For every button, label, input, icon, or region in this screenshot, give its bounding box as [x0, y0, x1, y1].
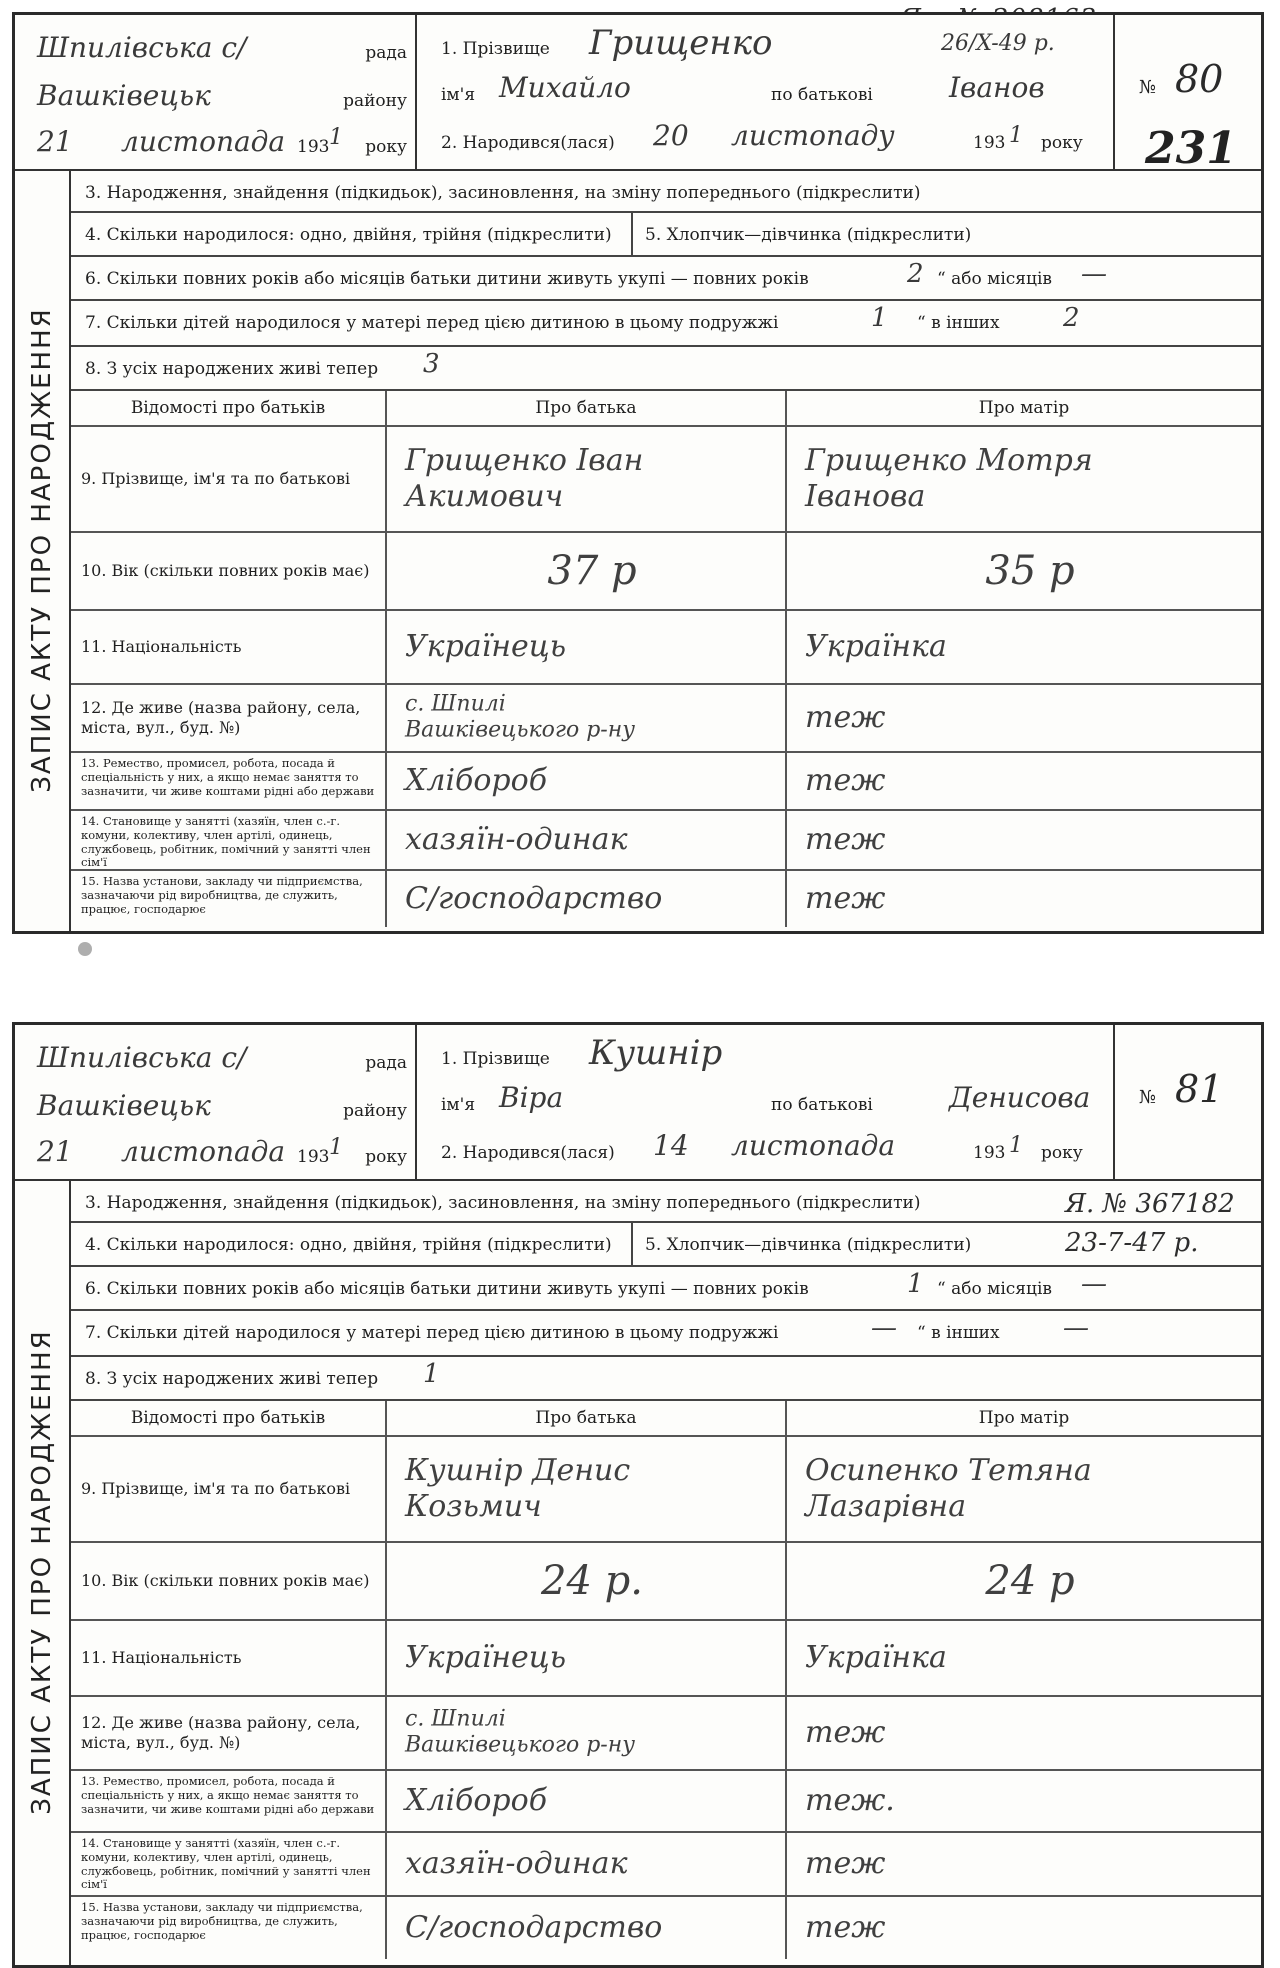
number-label: №	[1139, 1087, 1157, 1108]
father-occupation: Хлібороб	[405, 1783, 548, 1818]
row-4-label: 4. Скільки народилося: одно, двійня, трійня (підкреслити)	[85, 1235, 612, 1255]
row-6-years-handwriting: 2	[907, 259, 924, 289]
patronymic-handwriting: Денисова	[949, 1081, 1091, 1114]
row-12-residence	[71, 685, 1261, 753]
father-workplace: С/господарство	[405, 1910, 663, 1945]
born-year-prefix: 193	[973, 133, 1006, 153]
record-number-block	[1113, 1025, 1263, 1179]
row-13-occupation	[71, 1771, 1261, 1833]
row-7-previous-children	[71, 301, 1261, 347]
mother-workplace: теж	[805, 881, 886, 916]
father-nationality: Українець	[405, 629, 567, 664]
side-title-text: ЗАПИС АКТУ ПРО НАРОДЖЕННЯ	[27, 307, 57, 793]
father-residence: с. Шпилі Вашківецького р-ну	[405, 1706, 635, 1758]
row-7-other-handwriting: 2	[1063, 303, 1080, 333]
surname-label: 1. Прізвище	[441, 1049, 550, 1069]
form-header	[15, 15, 1261, 171]
year-handwriting: 1	[329, 125, 343, 150]
raion-line	[37, 77, 407, 117]
born-roku-label: року	[1041, 133, 1083, 153]
row-9-fio	[71, 1437, 1261, 1543]
th-mother: Про матір	[978, 1408, 1070, 1428]
year-prefix: 193	[297, 137, 330, 157]
surname-line	[441, 1033, 1101, 1075]
patronymic-label: по батькові	[771, 1095, 873, 1115]
row-6-months-handwriting: —	[1081, 259, 1107, 289]
row-7-other-label: “ в інших	[917, 313, 1000, 333]
parents-table	[71, 391, 1261, 931]
born-line	[441, 1129, 1101, 1171]
date-month-handwriting: листопада	[121, 1135, 286, 1168]
rada-handwriting: Шпилівська с/	[37, 1041, 247, 1074]
corner-handwriting: Я. № 367182 23-7-47 р.	[1065, 1189, 1235, 1258]
row-9-fio	[71, 427, 1261, 533]
year-prefix: 193	[297, 1147, 330, 1167]
born-month-handwriting: листопаду	[731, 119, 895, 152]
row-8-living-now	[71, 347, 1261, 391]
row-3-event-type	[71, 1181, 1261, 1223]
row-6-label: 6. Скільки повних років або місяців батьки дитини живуть укупі — повних років	[85, 1279, 809, 1299]
row-14-position	[71, 811, 1261, 871]
row-8-label: 8. З усіх народжених живі тепер	[85, 1369, 379, 1389]
th-father: Про батька	[535, 1408, 637, 1428]
date-line	[37, 1133, 407, 1173]
row-9-label: 9. Прізвище, ім'я та по батькові	[81, 469, 351, 488]
form-header	[15, 1025, 1261, 1181]
date-day-handwriting: 21	[37, 125, 73, 158]
mother-fio: Грищенко Мотря Іванова	[805, 443, 1093, 514]
th-parents: Відомості про батьків	[130, 398, 326, 418]
row-6-months-handwriting: —	[1081, 1269, 1107, 1299]
row-15-workplace	[71, 871, 1261, 927]
father-age: 37 р	[547, 548, 637, 594]
raion-label: району	[343, 91, 407, 111]
row-5-label: 5. Хлопчик—дівчинка (підкреслити)	[645, 1235, 972, 1255]
row-8-living-now	[71, 1357, 1261, 1401]
row-6-months-label: “ або місяців	[937, 269, 1052, 289]
mother-occupation: теж	[805, 763, 886, 798]
born-year-prefix: 193	[973, 1143, 1006, 1163]
born-year-handwriting: 1	[1009, 123, 1023, 148]
birth-record-form-1	[12, 12, 1264, 934]
name-handwriting: Віра	[499, 1081, 564, 1114]
row-4-label: 4. Скільки народилося: одно, двійня, трійня (підкреслити)	[85, 225, 612, 245]
father-residence: с. Шпилі Вашківецького р-ну	[405, 691, 635, 743]
mother-residence: теж	[805, 700, 886, 735]
row-7-label: 7. Скільки дітей народилося у матері перед цією дитиною в цьому подружжі	[85, 1323, 779, 1343]
mother-residence: теж	[805, 1715, 886, 1750]
roku-label: року	[365, 137, 407, 157]
row-13-label: 13. Ремество, промисел, робота, посада й спеціальність у них, а якщо немає заняття то зазначити, чи живе коштами рідні або держави	[81, 756, 375, 798]
row-10-age	[71, 533, 1261, 611]
roku-label: року	[365, 1147, 407, 1167]
raion-handwriting: Вашківецьк	[37, 79, 211, 112]
rada-label: рада	[365, 1053, 407, 1073]
row-4-5-divider	[631, 213, 633, 255]
rada-line	[37, 29, 407, 69]
born-line	[441, 119, 1101, 161]
surname-handwriting: Кушнір	[589, 1033, 723, 1073]
row-11-nationality	[71, 1621, 1261, 1697]
row-14-position	[71, 1833, 1261, 1897]
mother-occupation: теж.	[805, 1783, 895, 1818]
father-fio: Кушнір Денис Козьмич	[405, 1453, 631, 1524]
date-month-handwriting: листопада	[121, 125, 286, 158]
parents-table	[71, 1401, 1261, 1963]
born-year-handwriting: 1	[1009, 1133, 1023, 1158]
parents-table-header	[71, 1401, 1261, 1437]
row-8-label: 8. З усіх народжених живі тепер	[85, 359, 379, 379]
year-handwriting: 1	[329, 1135, 343, 1160]
raion-handwriting: Вашківецьк	[37, 1089, 211, 1122]
father-workplace: С/господарство	[405, 881, 663, 916]
father-fio: Грищенко Іван Акимович	[405, 443, 644, 514]
row-12-label: 12. Де живе (назва району, села, міста, вул., буд. №)	[81, 1713, 361, 1752]
rada-handwriting: Шпилівська с/	[37, 31, 247, 64]
mother-position: теж	[805, 822, 886, 857]
born-label: 2. Народився(лася)	[441, 133, 615, 153]
name-line	[441, 1081, 1101, 1123]
mother-workplace: теж	[805, 1910, 886, 1945]
registry-office-block	[15, 15, 417, 169]
row-10-label: 10. Вік (скільки повних років має)	[81, 561, 370, 580]
side-title-text: ЗАПИС АКТУ ПРО НАРОДЖЕННЯ	[27, 1329, 57, 1815]
mother-position: теж	[805, 1846, 886, 1881]
row-6-years-handwriting: 1	[907, 1269, 924, 1299]
name-label: ім'я	[441, 1095, 476, 1115]
surname-line	[441, 23, 1101, 65]
birth-record-form-2	[12, 1022, 1264, 1968]
row-3-event-type	[71, 171, 1261, 213]
name-line	[441, 71, 1101, 113]
born-day-handwriting: 14	[653, 1129, 689, 1162]
mother-nationality: Українка	[805, 629, 947, 664]
row-5-label: 5. Хлопчик—дівчинка (підкреслити)	[645, 225, 972, 245]
child-identity-block	[417, 15, 1111, 169]
th-mother: Про матір	[978, 398, 1070, 418]
row-12-residence	[71, 1697, 1261, 1771]
side-title	[15, 169, 71, 931]
row-3-label: 3. Народження, знайдення (підкидьок), засиновлення, на зміну попереднього (підкреслити)	[85, 1193, 921, 1213]
corner-handwriting: 26/X-49 р.	[941, 31, 1055, 56]
row-15-label: 15. Назва установи, закладу чи підприємства, зазначаючи рід виробництва, де служить, працює, господарює	[81, 1900, 363, 1942]
row-4-5-divider	[631, 1223, 633, 1265]
born-roku-label: року	[1041, 1143, 1083, 1163]
name-label: ім'я	[441, 85, 476, 105]
row-4-5	[71, 1223, 1261, 1267]
born-label: 2. Народився(лася)	[441, 1143, 615, 1163]
raion-line	[37, 1087, 407, 1127]
row-13-label: 13. Ремество, промисел, робота, посада й спеціальність у них, а якщо немає заняття то зазначити, чи живе коштами рідні або держави	[81, 1774, 375, 1816]
father-nationality: Українець	[405, 1640, 567, 1675]
row-6-months-label: “ або місяців	[937, 1279, 1052, 1299]
row-15-workplace	[71, 1897, 1261, 1959]
row-3-label: 3. Народження, знайдення (підкидьок), засиновлення, на зміну попереднього (підкреслити)	[85, 183, 921, 203]
patronymic-label: по батькові	[771, 85, 873, 105]
born-day-handwriting: 20	[653, 119, 689, 152]
row-8-handwriting: 1	[423, 1359, 440, 1389]
surname-handwriting: Грищенко	[589, 23, 773, 63]
paper-blot	[78, 942, 92, 956]
date-line	[37, 123, 407, 163]
row-7-this-marriage-handwriting: —	[871, 1313, 897, 1343]
row-7-other-handwriting: —	[1063, 1313, 1089, 1343]
row-8-handwriting: 3	[423, 349, 440, 379]
th-parents: Відомості про батьків	[130, 1408, 326, 1428]
patronymic-handwriting: Іванов	[949, 71, 1045, 104]
row-10-label: 10. Вік (скільки повних років має)	[81, 1571, 370, 1590]
surname-label: 1. Прізвище	[441, 39, 550, 59]
raion-label: району	[343, 1101, 407, 1121]
row-15-label: 15. Назва установи, закладу чи підприємства, зазначаючи рід виробництва, де служить, працює, господарює	[81, 874, 363, 916]
row-6-cohabitation	[71, 1267, 1261, 1311]
row-13-occupation	[71, 753, 1261, 811]
father-age: 24 р.	[541, 1558, 643, 1604]
row-14-label: 14. Становище у занятті (хазяїн, член с.-г. комуни, колективу, член артілі, одинець, службовець, робітник, помічний у занятті член сім'ї	[81, 1836, 371, 1892]
parents-table-header	[71, 391, 1261, 427]
father-position: хазяїн-одинак	[405, 822, 628, 857]
th-father: Про батька	[535, 398, 637, 418]
name-handwriting: Михайло	[499, 71, 631, 104]
mother-age: 35 р	[985, 548, 1075, 594]
rada-label: рада	[365, 43, 407, 63]
row-12-label: 12. Де живе (назва району, села, міста, вул., буд. №)	[81, 698, 361, 737]
side-number-handwriting: 231	[1145, 123, 1237, 174]
mother-nationality: Українка	[805, 1640, 947, 1675]
row-11-label: 11. Національність	[81, 1648, 242, 1667]
date-day-handwriting: 21	[37, 1135, 73, 1168]
row-7-other-label: “ в інших	[917, 1323, 1000, 1343]
father-occupation: Хлібороб	[405, 763, 548, 798]
registry-office-block	[15, 1025, 417, 1179]
row-7-label: 7. Скільки дітей народилося у матері перед цією дитиною в цьому подружжі	[85, 313, 779, 333]
child-identity-block	[417, 1025, 1111, 1179]
row-6-cohabitation	[71, 257, 1261, 301]
row-14-label: 14. Становище у занятті (хазяїн, член с.-г. комуни, колективу, член артілі, одинець, службовець, робітник, помічний у занятті член сім'ї	[81, 814, 371, 870]
record-number-handwriting: 80	[1175, 57, 1224, 101]
row-10-age	[71, 1543, 1261, 1621]
row-6-label: 6. Скільки повних років або місяців батьки дитини живуть укупі — повних років	[85, 269, 809, 289]
father-position: хазяїн-одинак	[405, 1846, 628, 1881]
number-label: №	[1139, 77, 1157, 98]
mother-age: 24 р	[985, 1558, 1075, 1604]
row-9-label: 9. Прізвище, ім'я та по батькові	[81, 1479, 351, 1498]
rada-line	[37, 1039, 407, 1079]
row-7-this-marriage-handwriting: 1	[871, 303, 888, 333]
row-11-nationality	[71, 611, 1261, 685]
mother-fio: Осипенко Тетяна Лазарівна	[805, 1453, 1092, 1524]
side-title	[15, 1179, 71, 1965]
row-11-label: 11. Національність	[81, 637, 242, 656]
record-number-handwriting: 81	[1175, 1067, 1224, 1111]
row-4-5	[71, 213, 1261, 257]
row-7-previous-children	[71, 1311, 1261, 1357]
born-month-handwriting: листопада	[731, 1129, 896, 1162]
